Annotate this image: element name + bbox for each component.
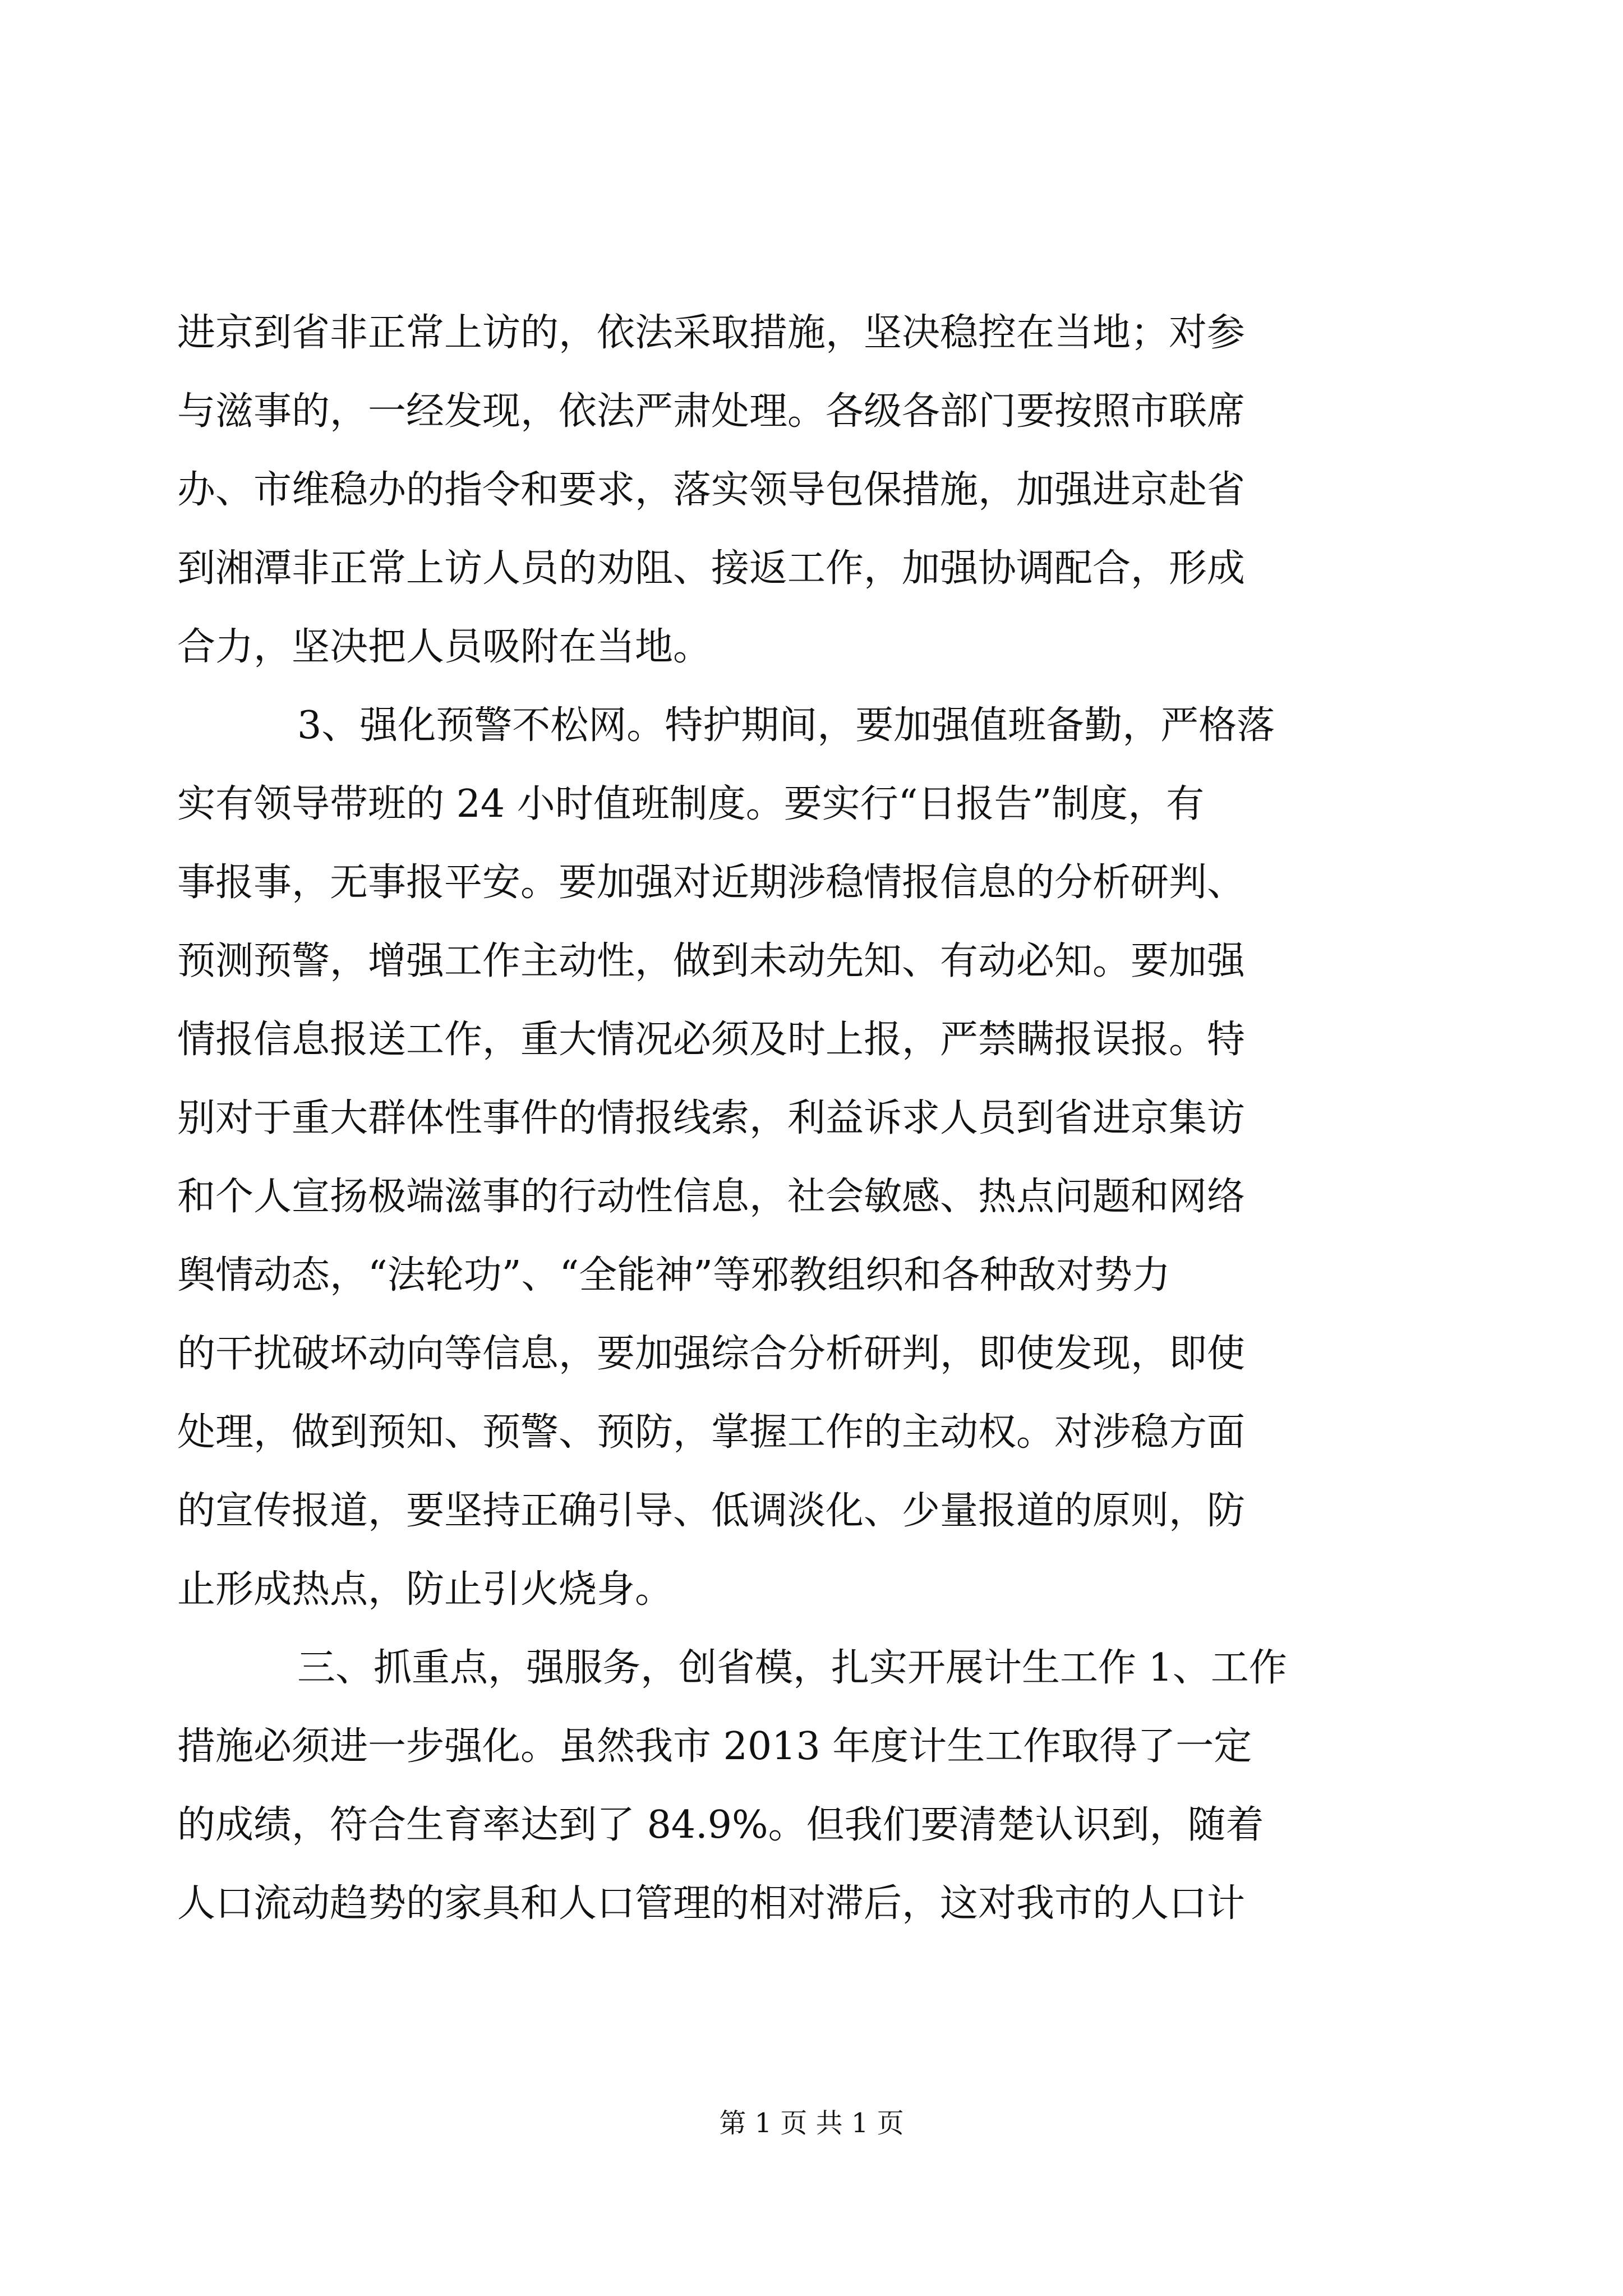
text-line: 舆情动态，“法轮功”、“全能神”等邪教组织和各种敌对势力 (177, 1253, 1171, 1297)
text-line: 措施必须进一步强化。虽然我市 2013 年度计生工作取得了一定 (177, 1724, 1252, 1769)
text-line: 到湘潭非正常上访人员的劝阻、接返工作，加强协调配合，形成 (177, 546, 1246, 591)
text-line: 三、抓重点，强服务，创省模，扎实开展计生工作 1、工作 (297, 1646, 1287, 1690)
text-line: 合力，坚决把人员吸附在当地。 (177, 625, 712, 669)
text-line: 的干扰破坏动向等信息，要加强综合分析研判，即使发现，即使 (177, 1332, 1246, 1376)
text-line: 预测预警，增强工作主动性，做到未动先知、有动必知。要加强 (177, 939, 1246, 983)
text-line: 和个人宣扬极端滋事的行动性信息，社会敏感、热点问题和网络 (177, 1175, 1246, 1219)
text-line: 情报信息报送工作，重大情况必须及时上报，严禁瞒报误报。特 (177, 1018, 1246, 1062)
text-line: 与滋事的，一经发现，依法严肃处理。各级各部门要按照市联席 (177, 389, 1246, 434)
text-line: 事报事，无事报平安。要加强对近期涉稳情报信息的分析研判、 (177, 861, 1246, 905)
text-line: 3、强化预警不松网。特护期间，要加强值班备勤，严格落 (297, 703, 1275, 748)
text-line: 的宣传报道，要坚持正确引导、低调淡化、少量报道的原则，防 (177, 1489, 1246, 1533)
text-line: 实有领导带班的 24 小时值班制度。要实行“日报告”制度，有 (177, 782, 1205, 826)
text-line: 的成绩，符合生育率达到了 84.9%。但我们要清楚认识到，随着 (177, 1803, 1264, 1847)
text-line: 人口流动趋势的家具和人口管理的相对滞后，这对我市的人口计 (177, 1881, 1246, 1926)
text-line: 处理，做到预知、预警、预防，掌握工作的主动权。对涉稳方面 (177, 1410, 1246, 1455)
text-line: 别对于重大群体性事件的情报线索，利益诉求人员到省进京集访 (177, 1096, 1246, 1140)
text-line: 止形成热点，防止引火烧身。 (177, 1567, 674, 1612)
text-line: 办、市维稳办的指令和要求，落实领导包保措施，加强进京赴省 (177, 468, 1246, 512)
text-line: 进京到省非正常上访的，依法采取措施，坚决稳控在当地；对参 (177, 311, 1246, 355)
page-footer: 第 1 页 共 1 页 (719, 2108, 904, 2139)
